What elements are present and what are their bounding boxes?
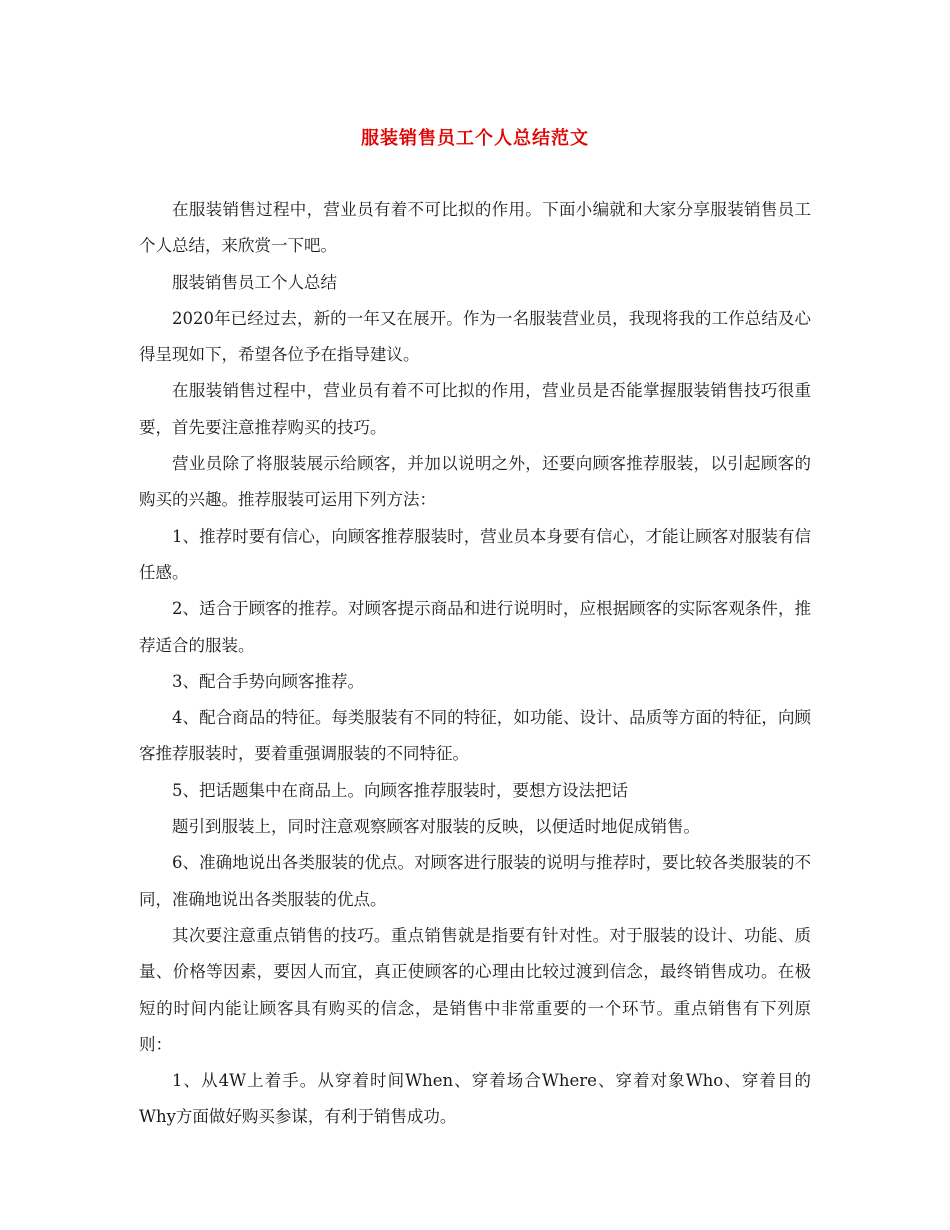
- paragraph: 2020年已经过去，新的一年又在展开。作为一名服装营业员，我现将我的工作总结及心得呈现如下，希望各位予在指导建议。: [139, 308, 811, 365]
- paragraph: 在服装销售过程中，营业员有着不可比拟的作用，营业员是否能掌握服装销售技巧很重要，首先要注意推荐购买的技巧。: [139, 381, 811, 437]
- list-item: 1、从4W上着手。从穿着时间When、穿着场合Where、穿着对象Who、穿着目的Why方面做好购买参谋，有利于销售成功。: [139, 1071, 811, 1127]
- document-title: 服装销售员工个人总结范文: [361, 128, 589, 149]
- list-item: 1、推荐时要有信心，向顾客推荐服装时，营业员本身要有信心，才能让顾客对服装有信任感。: [139, 526, 811, 582]
- paragraph: 题引到服装上，同时注意观察顾客对服装的反映，以便适时地促成销售。: [172, 817, 700, 837]
- section-heading: 服装销售员工个人总结: [172, 272, 337, 292]
- list-item: 2、适合于顾客的推荐。对顾客提示商品和进行说明时，应根据顾客的实际客观条件，推荐适合的服装。: [139, 599, 811, 655]
- paragraph: 营业员除了将服装展示给顾客，并加以说明之外，还要向顾客推荐服装，以引起顾客的购买的兴趣。推荐服装可运用下列方法：: [139, 454, 811, 510]
- paragraph: 在服装销售过程中，营业员有着不可比拟的作用。下面小编就和大家分享服装销售员工个人总结，来欣赏一下吧。: [139, 200, 811, 256]
- list-item: 6、准确地说出各类服装的优点。对顾客进行服装的说明与推荐时，要比较各类服装的不同，准确地说出各类服装的优点。: [139, 853, 811, 909]
- paragraph: 其次要注意重点销售的技巧。重点销售就是指要有针对性。对于服装的设计、功能、质量、价格等因素，要因人而宜，真正使顾客的心理由比较过渡到信念，最终销售成功。在极短的时间内能让顾客具有购买的信念，是销售中非常重要的一个环节。重点销售有下列原则：: [139, 925, 811, 1054]
- list-item: 4、配合商品的特征。每类服装有不同的特征，如功能、设计、品质等方面的特征，向顾客推荐服装时，要着重强调服装的不同特征。: [139, 708, 811, 764]
- list-item: 3、配合手势向顾客推荐。: [172, 671, 364, 691]
- list-item: 5、把话题集中在商品上。向顾客推荐服装时，要想方设法把话: [172, 780, 628, 800]
- document-body: [139, 192, 811, 1136]
